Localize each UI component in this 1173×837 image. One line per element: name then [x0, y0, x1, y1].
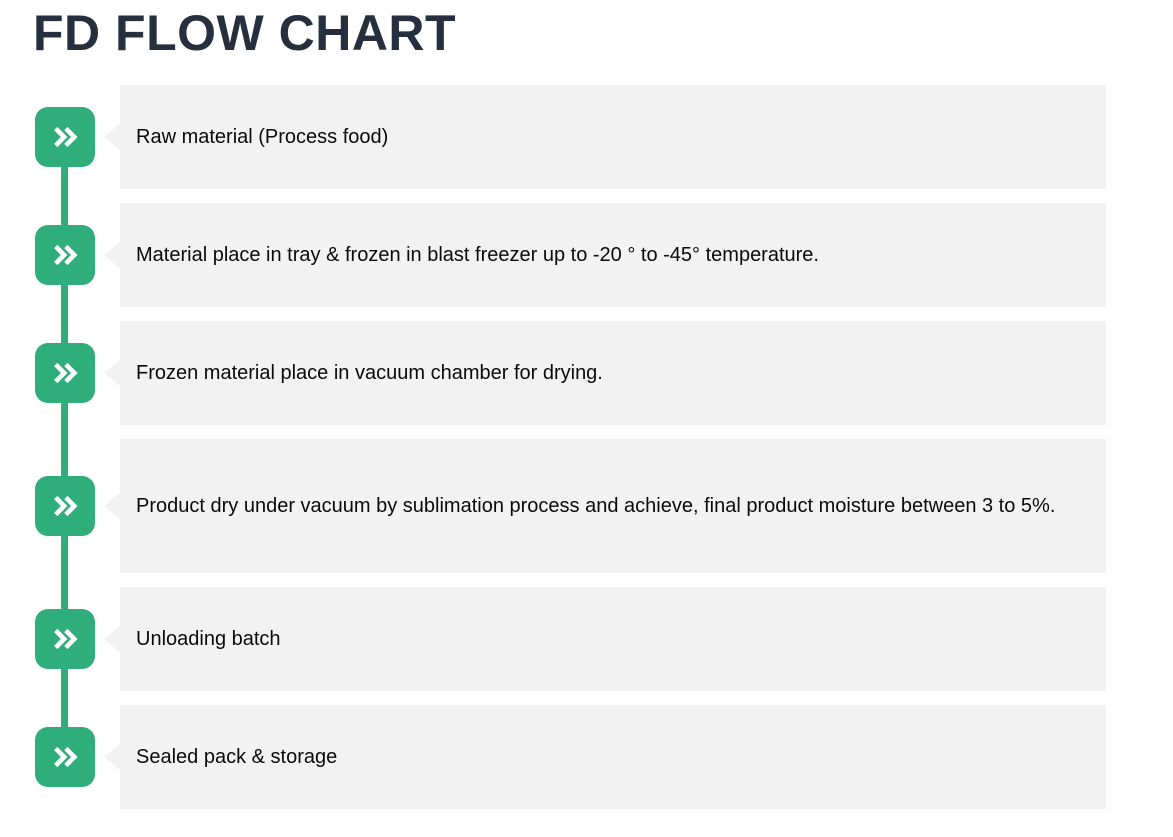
step-box	[120, 321, 1106, 425]
chevrons-right-icon	[52, 628, 78, 650]
step-badge	[35, 225, 95, 285]
chevrons-right-icon	[52, 126, 78, 148]
step-badge	[35, 343, 95, 403]
flow-step-5	[0, 587, 1106, 691]
step-label: Frozen material place in vacuum chamber for drying.	[136, 362, 603, 384]
flow-chart	[0, 85, 1106, 809]
step-label: Sealed pack & storage	[136, 746, 338, 768]
flow-step-1	[0, 85, 1106, 189]
step-label: Raw material (Process food)	[136, 126, 389, 148]
flow-step-4	[0, 439, 1106, 573]
chevrons-right-icon	[52, 495, 78, 517]
step-label: Unloading batch	[136, 628, 281, 650]
chevrons-right-icon	[52, 362, 78, 384]
chevrons-right-icon	[52, 746, 78, 768]
step-badge	[35, 609, 95, 669]
step-label: Product dry under vacuum by sublimation process and achieve, final product moisture between 3 to 5%.	[136, 495, 1056, 517]
step-box	[120, 439, 1106, 573]
page-title: FD FLOW CHART	[33, 5, 457, 61]
flow-step-6	[0, 705, 1106, 809]
step-label: Material place in tray & frozen in blast freezer up to -20 ° to -45° temperature.	[136, 244, 819, 266]
step-badge	[35, 107, 95, 167]
flow-step-3	[0, 321, 1106, 425]
chevrons-right-icon	[52, 244, 78, 266]
step-box	[120, 85, 1106, 189]
fd-flow-chart-page	[0, 6, 1173, 837]
step-box	[120, 203, 1106, 307]
step-badge	[35, 727, 95, 787]
step-box	[120, 705, 1106, 809]
step-box	[120, 587, 1106, 691]
step-badge	[35, 476, 95, 536]
flow-step-2	[0, 203, 1106, 307]
